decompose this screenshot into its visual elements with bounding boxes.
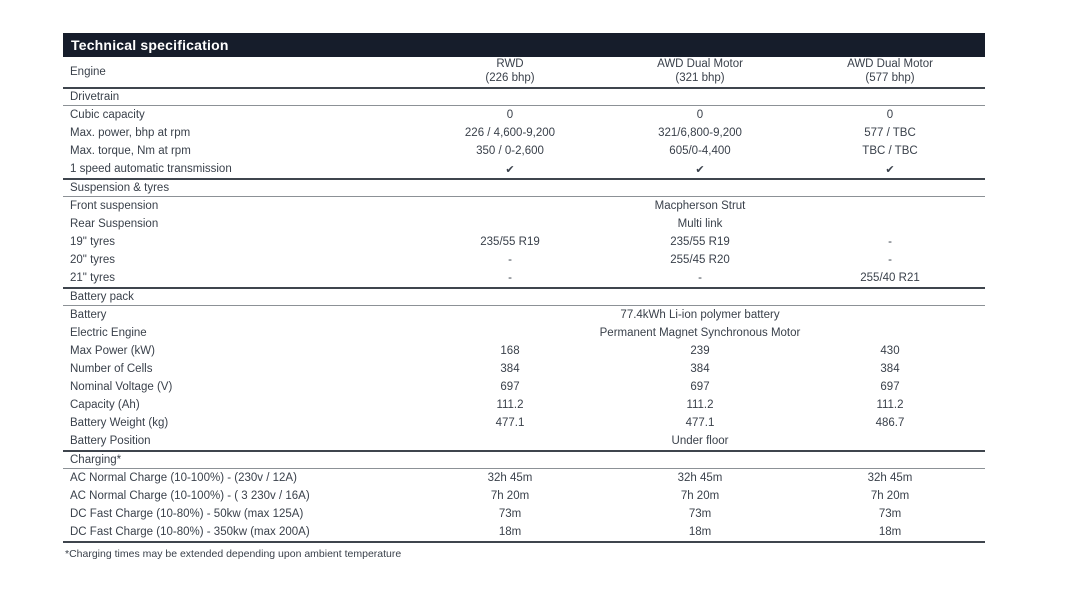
column-header-awd-577 <box>795 58 985 86</box>
spec-row-value: - <box>698 272 702 284</box>
section-header <box>63 452 985 469</box>
spec-row <box>63 414 985 432</box>
spec-row <box>63 124 985 142</box>
spec-row <box>63 523 985 541</box>
spec-row-label: Max Power (kW) <box>70 345 155 357</box>
column-header-rwd-power: (226 bhp) <box>485 72 535 84</box>
engine-header-label: Engine <box>70 66 106 78</box>
spec-row-value: 235/55 R19 <box>670 236 730 248</box>
spec-row-label: Rear Suspension <box>70 218 159 230</box>
spec-row-label: Capacity (Ah) <box>70 399 140 411</box>
spec-row <box>63 487 985 505</box>
spec-row-value: 384 <box>500 363 520 375</box>
engine-header-row <box>63 57 985 89</box>
spec-row-label: DC Fast Charge (10-80%) - 50kw (max 125A) <box>70 508 304 520</box>
spec-row-value: 235/55 R19 <box>480 236 540 248</box>
spec-row-value: 321/6,800-9,200 <box>658 127 742 139</box>
spec-row <box>63 106 985 124</box>
spec-row-value: 7h 20m <box>680 490 720 502</box>
spec-row-value: 697 <box>880 381 900 393</box>
spec-row-value: 32h 45m <box>677 472 723 484</box>
spec-row <box>63 324 985 342</box>
spec-row-label: 1 speed automatic transmission <box>70 163 232 175</box>
spec-row-value: 0 <box>506 109 514 121</box>
spec-row-label: Nominal Voltage (V) <box>70 381 173 393</box>
spec-row-value: 111.2 <box>876 399 904 411</box>
spec-row <box>63 378 985 396</box>
spec-row-value: 0 <box>886 109 894 121</box>
spec-row-value: - <box>508 272 512 284</box>
column-header-awd-321 <box>605 58 795 86</box>
spec-row-value: 7h 20m <box>870 490 910 502</box>
spec-row-label: DC Fast Charge (10-80%) - 350kw (max 200A) <box>70 526 310 538</box>
spec-row-value: 239 <box>690 345 710 357</box>
section-header <box>63 289 985 306</box>
technical-specification-table <box>63 33 985 560</box>
spec-row-label: 21" tyres <box>70 272 115 284</box>
column-header-rwd <box>415 58 605 86</box>
spec-row-value: 350 / 0-2,600 <box>476 145 544 157</box>
spec-row-span-value: Under floor <box>671 435 729 447</box>
spec-row-value: 18m <box>498 526 522 538</box>
spec-row-value: 486.7 <box>875 417 905 429</box>
spec-row <box>63 251 985 269</box>
spec-row-label: Max. power, bhp at rpm <box>70 127 191 139</box>
spec-row-value: - <box>888 236 892 248</box>
spec-row-value: 697 <box>500 381 520 393</box>
spec-row-label: AC Normal Charge (10-100%) - (230v / 12A) <box>70 472 297 484</box>
spec-row-value: 7h 20m <box>490 490 530 502</box>
spec-row-value: 226 / 4,600-9,200 <box>464 127 556 139</box>
spec-row-value: 577 / TBC <box>864 127 916 139</box>
spec-row-value: 255/40 R21 <box>860 272 920 284</box>
spec-row-span-value: 77.4kWh Li-ion polymer battery <box>620 309 780 321</box>
check-mark-icon: ✔ <box>695 163 705 176</box>
spec-row <box>63 360 985 378</box>
check-mark-icon: ✔ <box>885 163 895 176</box>
table-title: Technical specification <box>71 37 229 53</box>
spec-row-span-value: Macpherson Strut <box>654 200 746 212</box>
spec-row-value: 32h 45m <box>867 472 913 484</box>
spec-row-value: 477.1 <box>685 417 715 429</box>
spec-row <box>63 469 985 487</box>
spec-row-label: Battery <box>70 309 107 321</box>
spec-row-value: TBC / TBC <box>862 145 918 157</box>
spec-row <box>63 269 985 287</box>
column-header-awd-577-name: AWD Dual Motor <box>847 58 933 71</box>
spec-row-label: Electric Engine <box>70 327 147 339</box>
spec-row-value: - <box>508 254 512 266</box>
spec-row-value: 384 <box>880 363 900 375</box>
column-header-awd-321-name: AWD Dual Motor <box>657 58 743 71</box>
spec-row-label: Cubic capacity <box>70 109 145 121</box>
column-header-awd-577-power: (577 bhp) <box>865 72 915 84</box>
spec-row <box>63 197 985 215</box>
spec-row-value: 477.1 <box>495 417 525 429</box>
spec-row-value: 255/45 R20 <box>670 254 730 266</box>
spec-row <box>63 233 985 251</box>
spec-row-value: 73m <box>878 508 902 520</box>
spec-row-span-value: Permanent Magnet Synchronous Motor <box>599 327 801 339</box>
spec-row-value: 384 <box>690 363 710 375</box>
spec-row <box>63 396 985 414</box>
spec-row-value: 18m <box>688 526 712 538</box>
section-title: Suspension & tyres <box>70 182 170 194</box>
spec-section <box>63 178 985 287</box>
spec-row-label: Number of Cells <box>70 363 153 375</box>
spec-row <box>63 142 985 160</box>
spec-row-value: 73m <box>688 508 712 520</box>
spec-row-label: 19" tyres <box>70 236 115 248</box>
spec-row-label: AC Normal Charge (10-100%) - ( 3 230v / 16A) <box>70 490 310 502</box>
spec-row-label: Battery Position <box>70 435 151 447</box>
spec-row <box>63 505 985 523</box>
spec-row-value: 32h 45m <box>487 472 533 484</box>
spec-row-label: Front suspension <box>70 200 159 212</box>
spec-row <box>63 432 985 450</box>
spec-row-value: 697 <box>690 381 710 393</box>
spec-row-span-value: Multi link <box>677 218 723 230</box>
spec-row-value: - <box>888 254 892 266</box>
table-sections <box>63 89 985 543</box>
section-header <box>63 89 985 106</box>
spec-section <box>63 450 985 541</box>
column-header-awd-321-power: (321 bhp) <box>675 72 725 84</box>
spec-row <box>63 215 985 233</box>
spec-row-value: 0 <box>696 109 704 121</box>
spec-row-value: 111.2 <box>686 399 714 411</box>
spec-row-value: 18m <box>878 526 902 538</box>
spec-row-value: 73m <box>498 508 522 520</box>
spec-section <box>63 89 985 178</box>
column-header-rwd-name: RWD <box>496 58 524 71</box>
spec-row-value: 605/0-4,400 <box>669 145 731 157</box>
section-title: Charging* <box>70 454 122 466</box>
spec-row <box>63 306 985 324</box>
table-title-bar <box>63 33 985 57</box>
spec-row-value: 111.2 <box>496 399 524 411</box>
spec-row-value: 168 <box>500 345 520 357</box>
charging-footnote: *Charging times may be extended depending upon ambient temperature <box>65 548 402 560</box>
spec-row <box>63 342 985 360</box>
section-header <box>63 180 985 197</box>
spec-row-value: 430 <box>880 345 900 357</box>
section-title: Drivetrain <box>70 91 120 103</box>
spec-row-label: Max. torque, Nm at rpm <box>70 145 191 157</box>
spec-row-label: 20" tyres <box>70 254 115 266</box>
section-title: Battery pack <box>70 291 134 303</box>
spec-row <box>63 160 985 178</box>
spec-section <box>63 287 985 450</box>
check-mark-icon: ✔ <box>505 163 515 176</box>
spec-row-label: Battery Weight (kg) <box>70 417 169 429</box>
